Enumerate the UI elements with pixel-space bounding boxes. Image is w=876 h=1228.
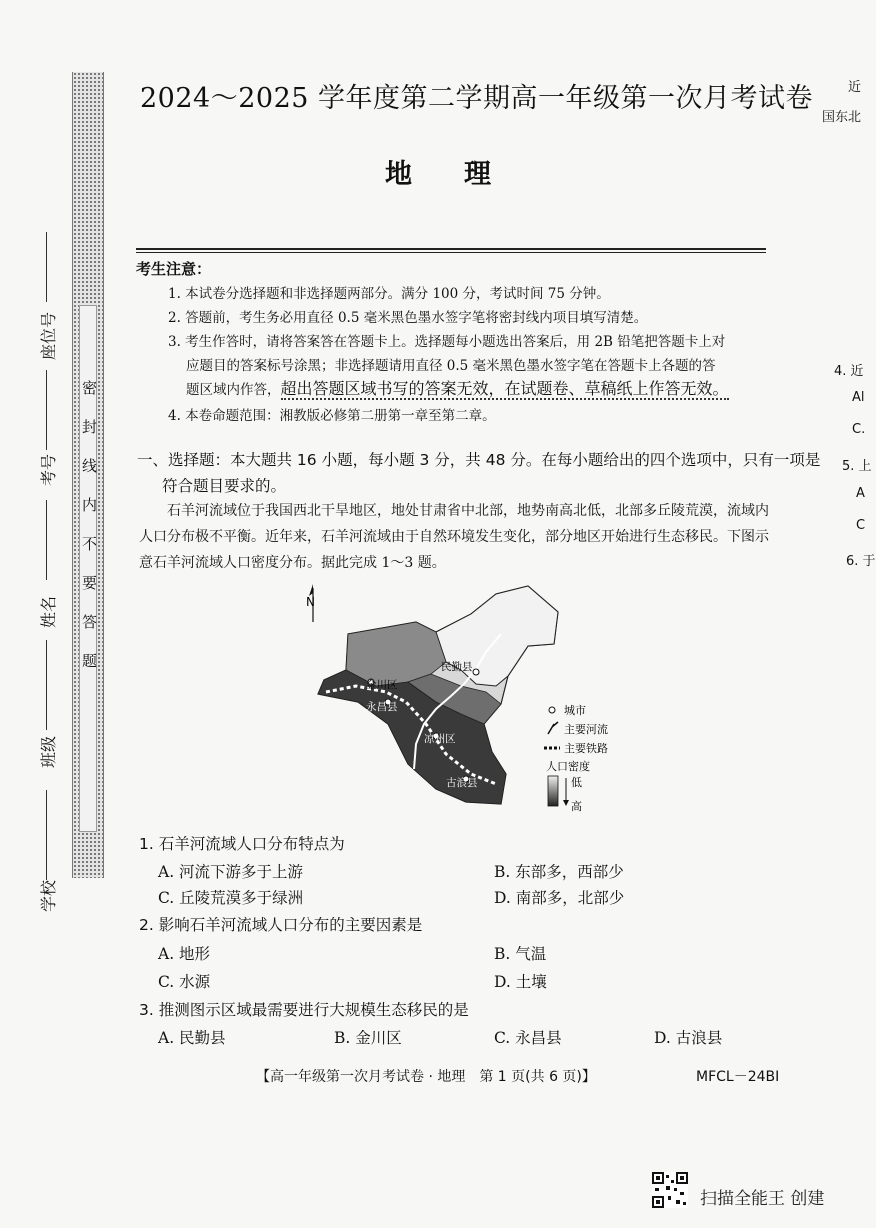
class-field-label: 班级	[39, 735, 58, 768]
city-dot	[473, 669, 479, 675]
blank-line	[46, 232, 47, 302]
question-2-option-c[interactable]: C. 水源	[158, 973, 211, 991]
notice-item-text: 题区域内作答，	[186, 382, 281, 398]
question-3-option-a[interactable]: A. 民勤县	[158, 1029, 226, 1047]
blank-line	[46, 640, 47, 730]
legend-arrow-head-icon	[563, 800, 569, 806]
question-3-option-c[interactable]: C. 永昌县	[494, 1029, 562, 1047]
legend-density-bar	[548, 776, 558, 806]
section-heading-cont: 符合题目要求的。	[162, 477, 287, 495]
notice-item: 3. 考生作答时，请将答案答在答题卡上。选择题每小题选出答案后，用 2B 铅笔把答题卡上对	[168, 334, 726, 350]
edge-text: 5. 上	[842, 459, 872, 474]
north-label: N	[306, 595, 315, 609]
blank-line	[46, 370, 47, 450]
subject-title: 地理	[385, 159, 543, 190]
population-density-map	[296, 574, 626, 819]
question-3-stem: 3. 推测图示区域最需要进行大规模生态移民的是	[139, 1001, 469, 1019]
notice-item: 应题目的答案标号涂黑；非选择题请用直径 0.5 毫米黑色墨水签字笔在答题卡上各题的答	[186, 358, 716, 374]
question-1-option-b[interactable]: B. 东部多，西部少	[494, 863, 624, 881]
legend-river-icon	[548, 722, 558, 734]
paper-code: MFCL－24BⅠ	[696, 1069, 780, 1085]
question-2-option-b[interactable]: B. 气温	[494, 945, 547, 963]
edge-text: 6. 于	[846, 554, 876, 569]
seat-number-field-label: 座位号	[39, 311, 58, 360]
legend-high: 高	[571, 800, 582, 813]
scanner-watermark: 扫描全能王 创建	[700, 1189, 825, 1209]
passage: 石羊河流域位于我国西北干旱地区，地处甘肃省中北部，地势南高北低，北部多丘陵荒漠，流域内人口分布极不平衡。近年来，石羊河流域由于自然环境发生变化，部分地区开始进行生态移民。下图示意石羊河流域人口密度分布。据此完成 1～3 题。	[139, 503, 769, 571]
qr-code-icon	[652, 1172, 688, 1208]
edge-text: C.	[852, 422, 866, 437]
name-field-label: 姓名	[39, 595, 58, 628]
header-divider-thin	[136, 252, 766, 253]
section-heading: 一、选择题：本大题共 16 小题，每小题 3 分，共 48 分。在每小题给出的四个选项中，只有一项是	[137, 451, 821, 469]
question-1-stem: 1. 石羊河流域人口分布特点为	[139, 835, 345, 853]
legend-railway: 主要铁路	[564, 742, 608, 755]
label-minqin: 民勤县	[441, 661, 473, 673]
edge-text: 国东北	[822, 110, 862, 125]
question-3-option-b[interactable]: B. 金川区	[334, 1029, 402, 1047]
question-2-option-a[interactable]: A. 地形	[158, 945, 211, 963]
notice-item-line	[186, 376, 729, 399]
page-footer: 【高一年级第一次月考试卷 · 地理 第 1 页(共 6 页)】	[256, 1069, 596, 1085]
seal-text: 密封线内不要答题	[80, 380, 98, 692]
edge-text: Al	[852, 390, 865, 405]
edge-text: A	[856, 486, 865, 501]
label-yongchang: 永昌县	[366, 701, 398, 713]
legend-river: 主要河流	[564, 723, 608, 736]
notice-item: 1. 本试卷分选择题和非选择题两部分。满分 100 分，考试时间 75 分钟。	[168, 286, 610, 302]
question-2-stem: 2. 影响石羊河流域人口分布的主要因素是	[139, 916, 423, 934]
label-jinchuan: 金川区	[366, 679, 398, 691]
question-2-option-d[interactable]: D. 土壤	[494, 973, 547, 991]
legend-low: 低	[571, 776, 582, 789]
label-liangzhou: 凉州区	[424, 733, 456, 745]
notice-heading: 考生注意：	[136, 260, 212, 278]
legend-city: 城市	[564, 704, 586, 717]
edge-text: C	[856, 518, 866, 533]
label-gulang: 古浪县	[446, 777, 478, 789]
question-1-option-a[interactable]: A. 河流下游多于上游	[158, 863, 304, 881]
edge-text: 近	[848, 80, 862, 95]
notice-emphasis: 超出答题区域书写的答案无效，在试题卷、草稿纸上作答无效。	[280, 379, 729, 398]
school-field-label: 学校	[39, 879, 58, 912]
legend-density: 人口密度	[546, 760, 590, 773]
question-1-option-d[interactable]: D. 南部多，北部少	[494, 889, 625, 907]
question-3-option-d[interactable]: D. 古浪县	[654, 1029, 723, 1047]
question-1-option-c[interactable]: C. 丘陵荒漠多于绿洲	[158, 889, 304, 907]
notice-item: 2. 答题前，考生务必用直径 0.5 毫米黑色墨水签字笔将密封线内项目填写清楚。	[168, 310, 648, 326]
legend-city-icon	[549, 707, 555, 713]
exam-title: 2024～2025 学年度第二学期高一年级第一次月考试卷	[140, 83, 814, 114]
header-divider	[136, 248, 766, 250]
blank-line	[46, 500, 47, 580]
edge-text: 4. 近	[834, 364, 864, 379]
exam-number-field-label: 考号	[39, 453, 58, 486]
notice-item: 4. 本卷命题范围：湘教版必修第二册第一章至第二章。	[168, 408, 496, 424]
blank-line	[46, 790, 47, 880]
